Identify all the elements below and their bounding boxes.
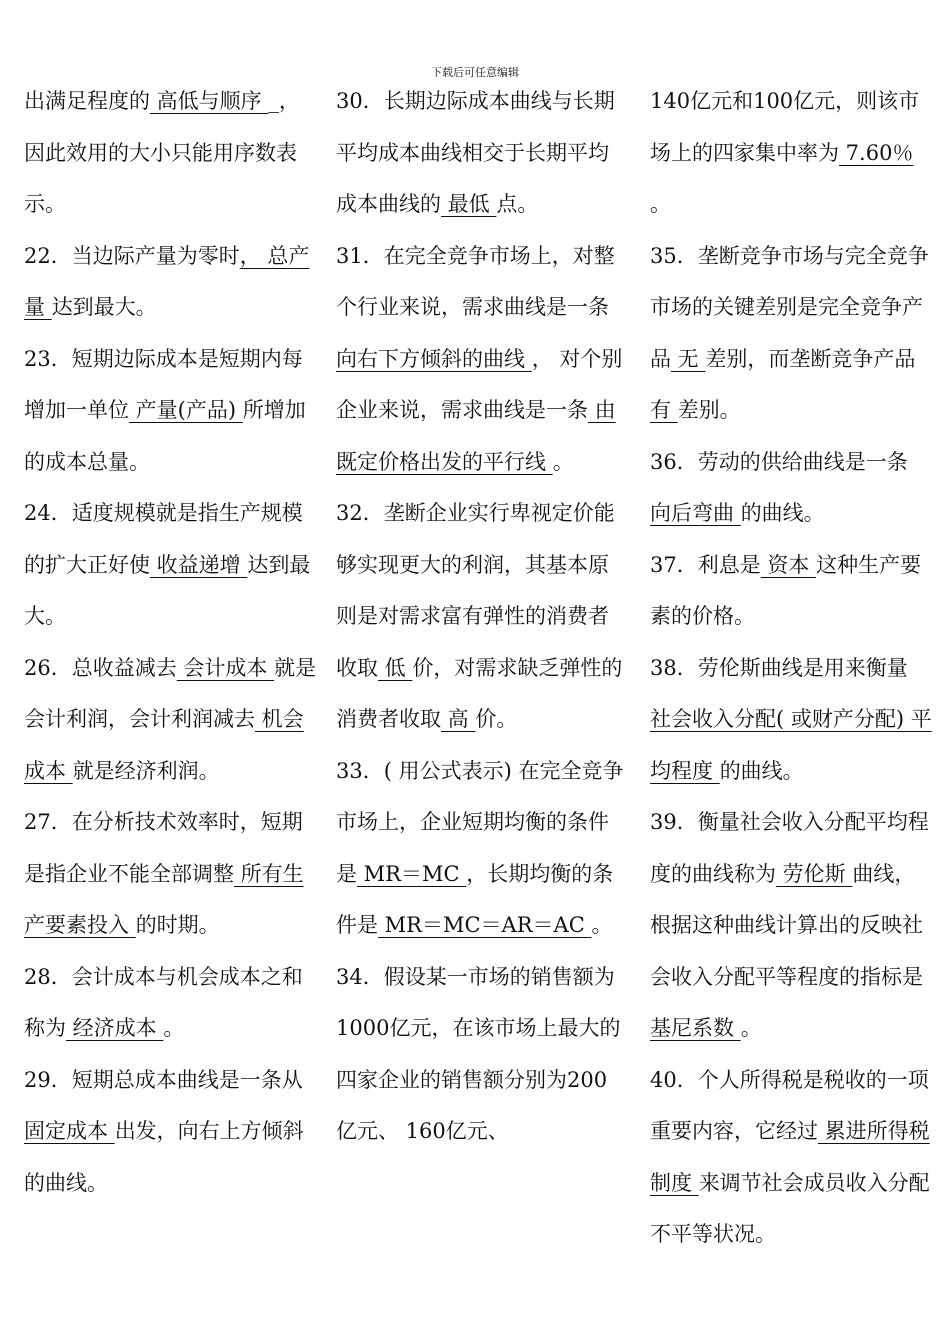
answer-blank: 低 <box>378 655 413 680</box>
column-left <box>24 76 320 1209</box>
answer-blank: 资本 <box>760 552 817 577</box>
text: 曲线，根据这种曲线计算出的反映社会收入分配平等程度的指标是 <box>650 861 923 989</box>
text: 26．总收益减去 <box>24 655 177 680</box>
text: ，长期均衡的条件是 <box>336 861 614 937</box>
text: 达到最大。 <box>24 552 311 628</box>
text: 32．垄断企业实行卑视定价能够实现更大的利润，其基本原则是对需求富有弹性的消费者收取 <box>336 501 615 680</box>
answer-blank: MR＝MC <box>357 861 467 886</box>
question-36 <box>650 437 934 540</box>
question-28 <box>24 952 320 1055</box>
answer-blank: 有 <box>650 398 678 422</box>
text: 。 <box>740 1016 762 1040</box>
answer-blank: 所有生产要素投入 <box>24 861 304 937</box>
text: 差别，而垄断竞争产品 <box>705 346 916 371</box>
text: 来调节社会成员收入分配不平等状况。 <box>650 1170 930 1246</box>
text: 40．个人所得税是税收的一项重要内容，它经过 <box>650 1067 929 1143</box>
text: ， 对个别企业来说，需求曲线是一条 <box>336 346 623 422</box>
text: 29．短期总成本曲线是一条从 <box>24 1067 303 1092</box>
text: 差别。 <box>677 398 741 422</box>
column-right <box>650 76 934 1261</box>
answer-blank: 由既定价格出发的平行线 <box>336 398 616 474</box>
text: _，因此效用的大小只能用序数表示。 <box>24 89 300 216</box>
text: 的曲线。 <box>719 758 804 783</box>
text: 36．劳动的供给曲线是一条 <box>650 449 908 474</box>
text: 24．适度规模就是指生产规模的扩大正好使 <box>24 501 303 577</box>
text: 。 <box>650 192 671 216</box>
text: 出发，向右上方倾斜的曲线。 <box>24 1119 304 1195</box>
text: 140亿元和100亿元，则该市场上的四家集中率为 <box>650 89 920 165</box>
text: 38．劳伦斯曲线是用来衡量 <box>650 655 908 680</box>
text: 就是会计利润，会计利润减去 <box>24 655 317 731</box>
text: 的曲线。 <box>740 501 825 525</box>
answer-blank: 收益递增 <box>150 552 248 577</box>
text: 23．短期边际成本是短期内每增加一单位 <box>24 346 303 422</box>
text: 33．( 用公式表示) 在完全竞争市场上，企业短期均衡的条件是 <box>336 758 624 886</box>
answer-blank: 产量(产品) <box>129 398 243 422</box>
text: 这种生产要素的价格。 <box>650 552 922 628</box>
answer-blank: 固定成本 <box>24 1119 115 1143</box>
text: 。 <box>163 1016 185 1040</box>
question-39 <box>650 797 934 1055</box>
text: 。 <box>552 449 574 474</box>
text: 。 <box>591 913 613 937</box>
question-34 <box>336 952 628 1158</box>
question-35 <box>650 231 934 437</box>
question-23 <box>24 334 320 489</box>
text: 就是经济利润。 <box>72 758 220 783</box>
question-29 <box>24 1055 320 1210</box>
text: 所增加的成本总量。 <box>24 398 306 474</box>
question-40 <box>650 1055 934 1261</box>
answer-blank: 累进所得税制度 <box>650 1119 930 1195</box>
text: 出满足程度的 <box>24 89 150 113</box>
text: 价。 <box>475 707 518 731</box>
text: 30．长期边际成本曲线与长期平均成本曲线相交于长期平均成本曲线的 <box>336 89 615 216</box>
text: 价，对需求缺乏弹性的消费者收取 <box>336 655 623 731</box>
answer-blank: 经济成本 <box>66 1016 164 1040</box>
answer-blank: ， 总产量 <box>24 243 310 319</box>
text-fragment-21 <box>24 76 320 231</box>
answer-blank: 7.60％ <box>839 140 914 165</box>
answer-blank: MR＝MC＝AR＝AC <box>378 913 592 937</box>
answer-blank: 向后弯曲 <box>650 501 741 525</box>
answer-blank: 会计成本 <box>176 655 275 680</box>
text: 28．会计成本与机会成本之和称为 <box>24 964 303 1040</box>
text: 35．垄断竞争市场与完全竞争市场的关键差别是完全竞争产品 <box>650 243 929 371</box>
question-24 <box>24 488 320 643</box>
answer-blank: 基尼系数 <box>650 1016 741 1040</box>
question-31 <box>336 231 628 489</box>
answer-blank: 劳伦斯 <box>776 861 853 886</box>
text: 27．在分析技术效率时，短期是指企业不能全部调整 <box>24 810 303 886</box>
question-22 <box>24 231 320 334</box>
text: 的时期。 <box>135 913 220 937</box>
text: 39．衡量社会收入分配平均程度的曲线称为 <box>650 810 929 886</box>
text: 37．利息是 <box>650 552 761 577</box>
answer-blank: 最低 <box>441 192 497 216</box>
question-26 <box>24 643 320 798</box>
question-37 <box>650 540 934 643</box>
text: 达到最大。 <box>51 295 157 319</box>
answer-blank: 高 <box>441 707 476 731</box>
answer-blank: 机会成本 <box>24 707 304 783</box>
column-middle <box>336 76 628 1158</box>
answer-blank: 社会收入分配( 或财产分配) 平均程度 <box>650 707 932 783</box>
question-30 <box>336 76 628 231</box>
text: 31．在完全竞争市场上，对整个行业来说，需求曲线是一条 <box>336 243 615 319</box>
question-34-continued <box>650 76 934 231</box>
answer-blank: 高低与顺序 <box>150 89 269 113</box>
question-38 <box>650 643 934 798</box>
answer-blank: 无 <box>671 346 706 371</box>
page-header: 下载后可任意编辑 <box>431 66 519 79</box>
text: 34．假设某一市场的销售额为1000亿元，在该市场上最大的四家企业的销售额分别为200亿元、 160亿元、 <box>336 964 621 1143</box>
answer-blank: 向右下方倾斜的曲线 <box>336 346 532 371</box>
text: 点。 <box>496 192 539 216</box>
question-33 <box>336 746 628 952</box>
question-32 <box>336 488 628 746</box>
question-27 <box>24 797 320 952</box>
text: 22．当边际产量为零时 <box>24 243 240 268</box>
